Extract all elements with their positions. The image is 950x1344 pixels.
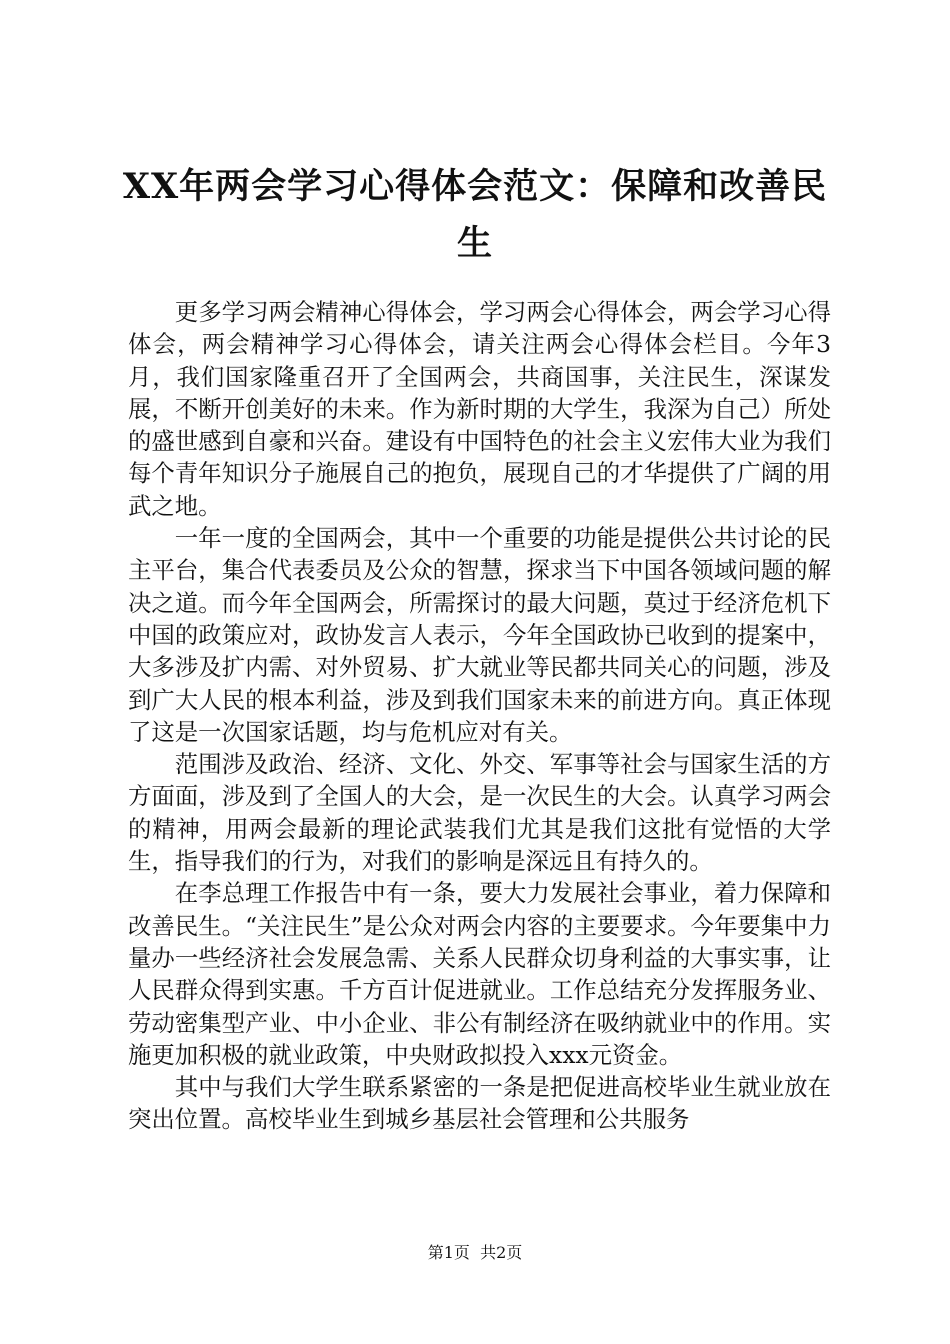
page-footer [0, 1242, 950, 1264]
paragraph: 在李总理工作报告中有一条，要大力发展社会事业，着力保障和改善民生。“关注民生”是公众对两会内容的主要要求。今年要集中力量办一些经济社会发展急需、关系人民群众切身利益的大事实事，让人民群众得到实惠。千方百计促进就业。工作总结充分发挥服务业、劳动密集型产业、中小企业、非公有制经济在吸纳就业中的作用。实施更加积极的就业政策，中央财政拟投入xxx元资金。 [128, 879, 831, 1069]
page-number-current: 第1页 [427, 1243, 470, 1262]
paragraph: 其中与我们大学生联系紧密的一条是把促进高校毕业生就业放在突出位置。高校毕业生到城乡基层社会管理和公共服务 [128, 1073, 831, 1134]
footer-separator [470, 1243, 480, 1262]
page-number-total: 共2页 [480, 1243, 523, 1262]
document-title: XX年两会学习心得体会范文：保障和改善民生 [122, 166, 828, 264]
paragraph: 范围涉及政治、经济、文化、外交、军事等社会与国家生活的方方面面，涉及到了全国人的大会，是一次民生的大会。认真学习两会的精神，用两会最新的理论武装我们尤其是我们这批有觉悟的大学生，指导我们的行为，对我们的影响是深远且有持久的。 [128, 750, 831, 876]
paragraph: 更多学习两会精神心得体会，学习两会心得体会，两会学习心得体会，两会精神学习心得体会，请关注两会心得体会栏目。今年3月，我们国家隆重召开了全国两会，共商国事，关注民生，深谋发展，不断开创美好的未来。作为新时期的大学生，我深为自己）所处的盛世感到自豪和兴奋。建设有中国特色的社会主义宏伟大业为我们每个青年知识分子施展自己的抱负，展现自己的才华提供了广阔的用武之地。 [128, 298, 831, 520]
document-body [128, 296, 831, 1136]
paragraph: 一年一度的全国两会，其中一个重要的功能是提供公共讨论的民主平台，集合代表委员及公众的智慧，探求当下中国各领域问题的解决之道。而今年全国两会，所需探讨的最大问题，莫过于经济危机下中国的政策应对，政协发言人表示，今年全国政协已收到的提案中，大多涉及扩内需、对外贸易、扩大就业等民都共同关心的问题，涉及到广大人民的根本利益，涉及到我们国家未来的前进方向。真正体现了这是一次国家话题，均与危机应对有关。 [128, 524, 831, 746]
